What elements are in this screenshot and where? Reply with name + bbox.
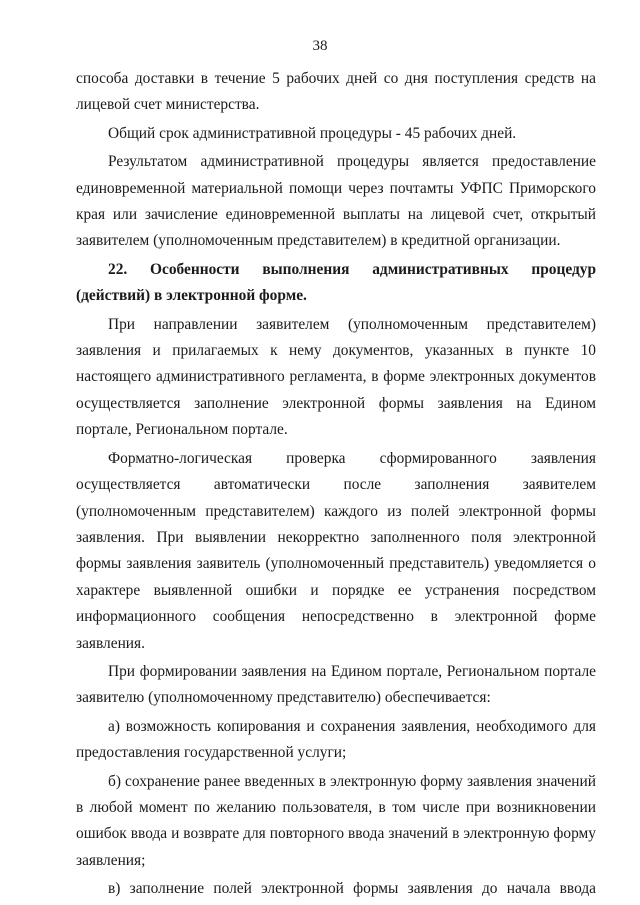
paragraph: способа доставки в течение 5 рабочих дней со дня поступления средств на лицевой счет министерства. bbox=[76, 70, 596, 114]
paragraph: При направлении заявителем (уполномоченным представителем) заявления и прилагаемых к нему документов, указанных в пункте 10 настоящего административного регламента, в форме электронных документов осуществляется заполнение электронной формы заявления на Едином портале, Региональном портале. bbox=[76, 315, 596, 439]
paragraph: При формировании заявления на Едином портале, Региональном портале заявителю (уполномоченному представителю) обеспечивается: bbox=[76, 662, 596, 707]
paragraph: Результатом административной процедуры является предоставление единовременной материальной помощи через почтамты УФПС Приморского края или зачисление единовременной выплаты на лицевой счет, открытый заявителем (уполномоченным представителем) в кредитной организации. bbox=[76, 153, 596, 250]
section-heading: 22. Особенности выполнения административных процедур (действий) в электронной форме. bbox=[76, 260, 596, 305]
list-item: в) заполнение полей электронной формы заявления до начала ввода bbox=[108, 880, 596, 898]
page-number: 38 bbox=[312, 38, 328, 54]
document-body bbox=[76, 66, 596, 903]
paragraph: Общий срок административной процедуры - 45 рабочих дней. bbox=[108, 124, 517, 142]
paragraph: Форматно-логическая проверка сформированного заявления осуществляется автоматически после заполнения заявителем (уполномоченным представителем) каждого из полей электронной формы заявления. При выявлении некорректно заполненного поля электронной формы заявления заявитель (уполномоченный представитель) уведомляется о характере выявленной ошибки и порядке ее устранения посредством информационного сообщения непосредственно в электронной форме заявления. bbox=[76, 449, 596, 652]
list-item: б) сохранение ранее введенных в электронную форму заявления значений в любой момент по желанию пользователя, в том числе при возникновении ошибок ввода и возврате для повторного ввода значений в электронную форму заявления; bbox=[76, 772, 596, 869]
list-item: а) возможность копирования и сохранения заявления, необходимого для предоставления государственной услуги; bbox=[76, 717, 596, 762]
